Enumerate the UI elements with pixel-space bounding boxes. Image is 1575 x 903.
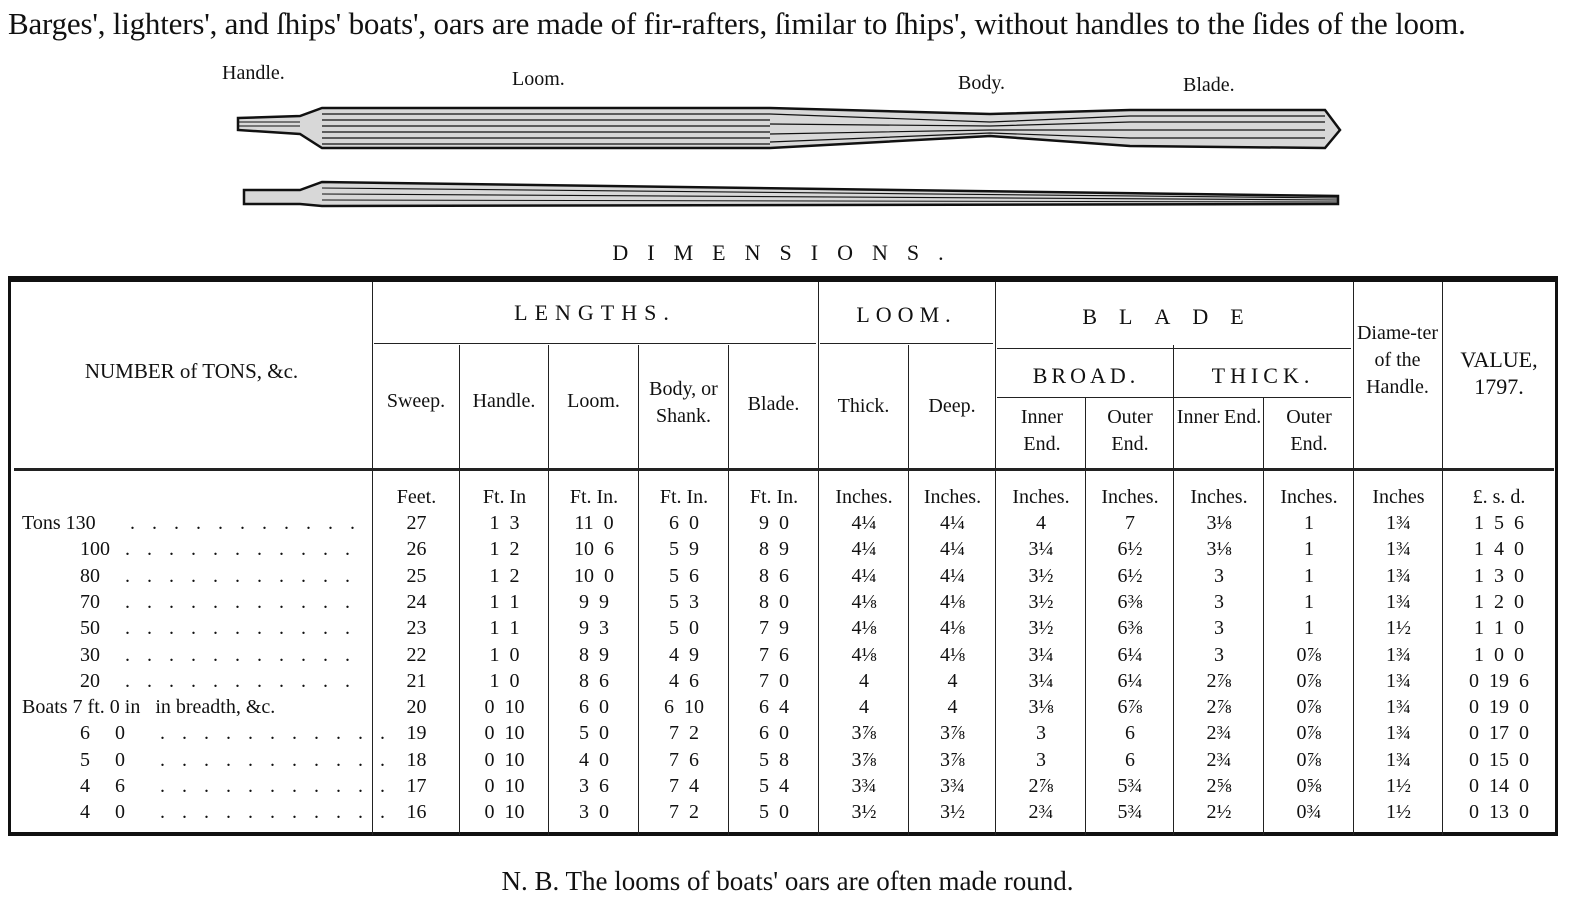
table-cell-handle: 0 10 bbox=[484, 696, 525, 719]
row-label: 20 bbox=[80, 669, 100, 692]
table-cell-handle: 1 3 bbox=[489, 512, 520, 534]
table-cell-blade: 5 0 bbox=[759, 801, 789, 824]
dimensions-title: DIMENSIONS. bbox=[612, 240, 963, 265]
header-rule bbox=[14, 468, 1554, 471]
header-blade-length: Blade. bbox=[747, 393, 800, 415]
table-cell-sweep: 21 bbox=[406, 669, 427, 692]
table-cell-body: 6 10 bbox=[664, 696, 704, 719]
header-loom: LOOM. bbox=[856, 302, 957, 327]
table-cell-dia: 1½ bbox=[1386, 801, 1411, 824]
col-divider bbox=[459, 345, 460, 835]
table-cell-value: 0 14 0 bbox=[1469, 775, 1529, 797]
table-cell-deep: 4¼ bbox=[940, 512, 965, 534]
table-cell-blade: 8 6 bbox=[759, 564, 789, 587]
table-cell-body: 5 9 bbox=[669, 538, 699, 561]
table-cell-b_in: 3½ bbox=[1028, 617, 1054, 640]
oar-illustration bbox=[230, 100, 1350, 220]
intro-text: Barges', lighters', and ſhips' boats', oars are made of fir-rafters, ſimilar to ſhips', without handles to the ſides of the loom. bbox=[8, 6, 1466, 41]
table-cell-deep: 4¼ bbox=[940, 538, 965, 561]
table-cell-loom: 11 0 bbox=[574, 512, 614, 534]
table-cell-dia: 1¾ bbox=[1386, 512, 1411, 534]
table-cell-sweep: 19 bbox=[406, 722, 427, 745]
table-cell-deep: 3½ bbox=[940, 801, 965, 824]
table-cell-body: 7 6 bbox=[669, 748, 699, 771]
header-diameter: Diame-ter of the Handle. bbox=[1356, 322, 1439, 398]
table-cell-b_in: 3 bbox=[1036, 748, 1046, 771]
header-loom-length: Loom. bbox=[567, 390, 620, 412]
header-loom-thick: Thick. bbox=[837, 395, 890, 417]
table-cell-b_in: 3½ bbox=[1028, 590, 1054, 613]
table-cell-blade: 6 4 bbox=[759, 696, 789, 719]
table-cell-body: 7 2 bbox=[669, 722, 699, 745]
col-divider bbox=[548, 345, 549, 835]
table-cell-value: 1 4 0 bbox=[1474, 538, 1524, 561]
row-label: 70 bbox=[80, 590, 100, 613]
unit-label: £. s. d. bbox=[1472, 486, 1526, 508]
table-cell-handle: 1 2 bbox=[489, 538, 520, 561]
col-divider bbox=[995, 282, 996, 835]
table-cell-b_in: 2⅞ bbox=[1028, 775, 1054, 797]
row-label: 80 bbox=[80, 564, 100, 587]
table-cell-loom: 8 6 bbox=[579, 669, 609, 692]
leader-dots: . . . . . . . . . . . bbox=[160, 748, 391, 771]
table-cell-sweep: 27 bbox=[406, 512, 427, 534]
table-cell-sweep: 20 bbox=[406, 696, 427, 719]
table-cell-t_out: 0⅞ bbox=[1296, 643, 1322, 666]
table-cell-deep: 4⅛ bbox=[940, 643, 965, 666]
header-handle: Handle. bbox=[472, 390, 536, 412]
table-cell-value: 1 1 0 bbox=[1474, 617, 1524, 640]
table-cell-dia: 1¾ bbox=[1386, 590, 1411, 613]
table-cell-value: 0 19 0 bbox=[1469, 696, 1529, 719]
leader-dots: . . . . . . . . . . . bbox=[160, 801, 391, 824]
table-cell-b_out: 6½ bbox=[1117, 538, 1143, 561]
table-cell-b_out: 6¼ bbox=[1117, 669, 1143, 692]
table-cell-loom: 6 0 bbox=[579, 696, 609, 719]
table-cell-deep: 4 bbox=[947, 696, 958, 719]
leader-dots: . . . . . . . . . . . bbox=[125, 538, 356, 561]
unit-label: Ft. In bbox=[482, 486, 527, 508]
table-cell-blade: 6 0 bbox=[759, 722, 789, 745]
table-cell-handle: 1 2 bbox=[489, 564, 520, 587]
table-cell-loom: 10 6 bbox=[574, 538, 614, 561]
table-cell-thick: 3⅞ bbox=[851, 722, 877, 745]
col-divider bbox=[1442, 282, 1443, 835]
table-cell-value: 1 0 0 bbox=[1474, 643, 1524, 666]
table-cell-loom: 9 3 bbox=[579, 617, 609, 640]
table-cell-body: 4 9 bbox=[669, 643, 699, 666]
row-rule bbox=[997, 397, 1351, 398]
table-cell-b_in: 3¼ bbox=[1028, 643, 1054, 666]
table-cell-dia: 1½ bbox=[1386, 617, 1411, 640]
table-cell-handle: 1 1 bbox=[489, 617, 520, 640]
table-cell-t_in: 3⅛ bbox=[1206, 538, 1232, 561]
table-cell-b_out: 5¾ bbox=[1117, 775, 1143, 797]
row-label: 6 0 bbox=[80, 722, 125, 745]
col-divider bbox=[728, 345, 729, 835]
table-cell-b_in: 3 bbox=[1036, 722, 1046, 745]
table-cell-sweep: 16 bbox=[406, 801, 427, 824]
table-cell-thick: 3½ bbox=[851, 801, 877, 824]
table-cell-t_out: 0⅝ bbox=[1296, 775, 1322, 797]
header-thick: THICK. bbox=[1211, 363, 1315, 388]
header-broad-outer: Outer End. bbox=[1107, 406, 1153, 455]
table-cell-value: 1 5 6 bbox=[1474, 512, 1524, 534]
unit-label: Feet. bbox=[396, 486, 437, 508]
table-cell-t_in: 2¾ bbox=[1206, 722, 1232, 745]
header-loom-deep: Deep. bbox=[928, 395, 976, 417]
table-cell-loom: 5 0 bbox=[579, 722, 609, 745]
header-body: Body, or Shank. bbox=[649, 378, 718, 427]
table-cell-loom: 3 0 bbox=[579, 801, 609, 824]
unit-label: Inches. bbox=[1280, 486, 1338, 508]
row-label: 4 6 bbox=[80, 775, 125, 797]
unit-label: Inches. bbox=[1012, 486, 1070, 508]
unit-label: Ft. In. bbox=[569, 486, 619, 508]
table-cell-b_out: 6⅞ bbox=[1117, 696, 1143, 719]
row-label: 50 bbox=[80, 617, 100, 640]
row-label: Boats 7 ft. 0 in in breadth, &c. bbox=[22, 696, 276, 719]
table-cell-handle: 0 10 bbox=[484, 722, 525, 745]
leader-dots: . . . . . . . . . . . bbox=[160, 722, 391, 745]
table-cell-body: 7 4 bbox=[669, 775, 699, 797]
header-broad: BROAD. bbox=[1032, 363, 1140, 388]
table-cell-deep: 3¾ bbox=[940, 775, 965, 797]
table-cell-dia: 1¾ bbox=[1386, 722, 1411, 745]
row-label: 30 bbox=[80, 643, 100, 666]
header-broad-inner: Inner End. bbox=[1020, 406, 1064, 455]
table-cell-t_out: 1 bbox=[1304, 512, 1314, 534]
unit-label: Ft. In. bbox=[749, 486, 799, 508]
table-cell-t_in: 3 bbox=[1214, 643, 1224, 666]
table-cell-b_in: 3¼ bbox=[1028, 669, 1054, 692]
col-divider bbox=[908, 345, 909, 835]
oar-bottom bbox=[244, 182, 1338, 206]
leader-dots: . . . . . . . . . . . bbox=[125, 564, 356, 587]
table-cell-blade: 7 6 bbox=[759, 643, 789, 666]
table-cell-sweep: 22 bbox=[406, 643, 427, 666]
leader-dots: . . . . . . . . . . . bbox=[125, 669, 356, 692]
table-cell-t_out: 0⅞ bbox=[1296, 669, 1322, 692]
table-cell-thick: 4 bbox=[859, 669, 869, 692]
table-cell-t_out: 1 bbox=[1304, 564, 1314, 587]
table-cell-t_in: 2⅞ bbox=[1206, 669, 1232, 692]
col-divider bbox=[1353, 282, 1354, 835]
table-cell-b_in: 3⅛ bbox=[1028, 696, 1054, 719]
table-cell-deep: 4 bbox=[947, 669, 958, 692]
oar-label-loom: Loom. bbox=[512, 68, 565, 90]
table-cell-loom: 8 9 bbox=[579, 643, 609, 666]
table-cell-t_in: 3 bbox=[1214, 564, 1224, 587]
table-cell-thick: 4 bbox=[859, 696, 869, 719]
oar-label-blade: Blade. bbox=[1183, 74, 1235, 96]
table-cell-thick: 4⅛ bbox=[851, 617, 877, 640]
table-cell-loom: 4 0 bbox=[579, 748, 609, 771]
table-cell-body: 5 6 bbox=[669, 564, 699, 587]
table-cell-t_out: 1 bbox=[1304, 617, 1314, 640]
table-cell-blade: 5 4 bbox=[759, 775, 789, 797]
table-cell-value: 1 2 0 bbox=[1474, 590, 1524, 613]
table-cell-body: 7 2 bbox=[669, 801, 699, 824]
row-label: 5 0 bbox=[80, 748, 125, 771]
table-cell-sweep: 23 bbox=[406, 617, 427, 640]
table-cell-b_in: 3¼ bbox=[1028, 538, 1054, 561]
col-divider bbox=[638, 345, 639, 835]
table-cell-deep: 4¼ bbox=[940, 564, 965, 587]
leader-dots: . . . . . . . . . . . bbox=[160, 775, 391, 797]
table-cell-deep: 3⅞ bbox=[940, 748, 965, 771]
col-divider bbox=[1173, 345, 1174, 835]
table-cell-handle: 0 10 bbox=[484, 748, 525, 771]
table-cell-b_out: 6 bbox=[1125, 748, 1135, 771]
table-cell-blade: 9 0 bbox=[759, 512, 789, 534]
table-cell-loom: 9 9 bbox=[579, 590, 609, 613]
table-cell-t_out: 0¾ bbox=[1296, 801, 1322, 824]
header-lengths: LENGTHS. bbox=[514, 300, 676, 325]
table-cell-t_in: 2¾ bbox=[1206, 748, 1232, 771]
table-cell-deep: 4⅛ bbox=[940, 617, 965, 640]
table-cell-t_out: 0⅞ bbox=[1296, 748, 1322, 771]
header-tons: NUMBER of TONS, &c. bbox=[84, 359, 299, 383]
table-cell-t_in: 3 bbox=[1214, 617, 1224, 640]
table-cell-deep: 4⅛ bbox=[940, 590, 965, 613]
table-cell-t_out: 1 bbox=[1304, 590, 1314, 613]
table-cell-dia: 1¾ bbox=[1386, 643, 1411, 666]
table-cell-t_in: 3 bbox=[1214, 590, 1224, 613]
row-label: 100 bbox=[80, 538, 110, 561]
row-label: Tons 130 bbox=[22, 512, 96, 534]
table-cell-dia: 1¾ bbox=[1386, 748, 1411, 771]
table-cell-handle: 1 0 bbox=[489, 669, 520, 692]
table-cell-sweep: 24 bbox=[406, 590, 427, 613]
table-cell-sweep: 17 bbox=[406, 775, 427, 797]
table-cell-b_out: 6 bbox=[1125, 722, 1135, 745]
table-cell-sweep: 18 bbox=[406, 748, 427, 771]
table-cell-blade: 8 9 bbox=[759, 538, 789, 561]
col-divider bbox=[1263, 398, 1264, 835]
table-cell-t_out: 0⅞ bbox=[1296, 696, 1322, 719]
table-cell-b_out: 7 bbox=[1125, 512, 1135, 534]
table-cell-body: 5 3 bbox=[669, 590, 699, 613]
table-cell-thick: 3⅞ bbox=[851, 748, 877, 771]
leader-dots: . . . . . . . . . . . bbox=[125, 643, 356, 666]
table-cell-dia: 1¾ bbox=[1386, 538, 1411, 561]
col-divider bbox=[1085, 398, 1086, 835]
table-cell-b_out: 6⅜ bbox=[1117, 590, 1143, 613]
table-cell-deep: 3⅞ bbox=[940, 722, 965, 745]
table-cell-b_out: 6¼ bbox=[1117, 643, 1143, 666]
leader-dots: . . . . . . . . . . . bbox=[125, 617, 356, 640]
table-cell-blade: 5 8 bbox=[759, 748, 789, 771]
table-cell-value: 0 19 6 bbox=[1469, 669, 1529, 692]
table-cell-thick: 4¼ bbox=[851, 538, 877, 561]
table-cell-body: 6 0 bbox=[669, 512, 699, 534]
header-value: VALUE, 1797. bbox=[1460, 347, 1538, 399]
table-cell-thick: 4⅛ bbox=[851, 590, 877, 613]
table-cell-thick: 4¼ bbox=[851, 564, 877, 587]
table-cell-b_in: 3½ bbox=[1028, 564, 1054, 587]
header-sweep: Sweep. bbox=[386, 390, 446, 412]
table-cell-blade: 8 0 bbox=[759, 590, 789, 613]
table-cell-value: 0 17 0 bbox=[1469, 722, 1529, 745]
table-cell-t_in: 2⅝ bbox=[1206, 775, 1232, 797]
header-thick-inner: Inner End. bbox=[1176, 406, 1262, 428]
table-cell-dia: 1¾ bbox=[1386, 564, 1411, 587]
table-cell-handle: 0 10 bbox=[484, 775, 525, 797]
row-rule bbox=[997, 348, 1351, 349]
table-cell-t_out: 0⅞ bbox=[1296, 722, 1322, 745]
row-label: 4 0 bbox=[80, 801, 125, 824]
table-cell-sweep: 26 bbox=[406, 538, 427, 561]
table-cell-blade: 7 9 bbox=[759, 617, 789, 640]
table-cell-value: 0 15 0 bbox=[1469, 748, 1529, 771]
footnote: N. B. The looms of boats' oars are often made round. bbox=[501, 866, 1074, 896]
table-cell-sweep: 25 bbox=[406, 564, 427, 587]
leader-dots: . . . . . . . . . . . bbox=[125, 590, 356, 613]
table-cell-t_in: 2⅞ bbox=[1206, 696, 1232, 719]
row-rule bbox=[820, 343, 993, 344]
unit-label: Inches. bbox=[835, 486, 893, 508]
table-cell-b_out: 6½ bbox=[1117, 564, 1143, 587]
oar-label-handle: Handle. bbox=[222, 62, 285, 84]
oar-label-body: Body. bbox=[958, 72, 1006, 94]
table-cell-t_out: 1 bbox=[1304, 538, 1314, 561]
table-cell-thick: 3¾ bbox=[851, 775, 877, 797]
unit-label: Inches. bbox=[923, 486, 982, 508]
table-cell-value: 1 3 0 bbox=[1474, 564, 1524, 587]
table-cell-b_in: 4 bbox=[1036, 512, 1046, 534]
table-cell-handle: 0 10 bbox=[484, 801, 525, 824]
table-cell-thick: 4⅛ bbox=[851, 643, 877, 666]
header-blade: BLADE bbox=[1082, 304, 1266, 329]
oar-top bbox=[238, 108, 1340, 148]
table-cell-dia: 1¾ bbox=[1386, 696, 1411, 719]
table-cell-t_in: 3⅛ bbox=[1206, 512, 1232, 534]
col-divider bbox=[818, 282, 819, 835]
leader-dots: . . . . . . . . . . . bbox=[130, 512, 361, 534]
unit-label: Inches. bbox=[1190, 486, 1248, 508]
table-cell-body: 5 0 bbox=[669, 617, 699, 640]
table-cell-value: 0 13 0 bbox=[1469, 801, 1529, 824]
table-cell-b_out: 6⅜ bbox=[1117, 617, 1143, 640]
table-cell-thick: 4¼ bbox=[851, 512, 877, 534]
table-cell-handle: 1 0 bbox=[489, 643, 520, 666]
unit-label: Ft. In. bbox=[659, 486, 709, 508]
row-rule bbox=[374, 343, 816, 344]
table-cell-body: 4 6 bbox=[669, 669, 699, 692]
table-cell-b_out: 5¾ bbox=[1117, 801, 1143, 824]
table-cell-dia: 1½ bbox=[1386, 775, 1411, 797]
unit-label: Inches. bbox=[1101, 486, 1159, 508]
table-cell-loom: 10 0 bbox=[574, 564, 614, 587]
table-cell-t_in: 2½ bbox=[1206, 801, 1232, 824]
table-cell-blade: 7 0 bbox=[759, 669, 789, 692]
header-thick-outer: Outer End. bbox=[1286, 406, 1332, 455]
table-cell-dia: 1¾ bbox=[1386, 669, 1411, 692]
unit-label: Inches bbox=[1372, 486, 1425, 508]
table-cell-loom: 3 6 bbox=[579, 775, 609, 797]
table-cell-handle: 1 1 bbox=[489, 590, 520, 613]
table-cell-b_in: 2¾ bbox=[1028, 801, 1054, 824]
